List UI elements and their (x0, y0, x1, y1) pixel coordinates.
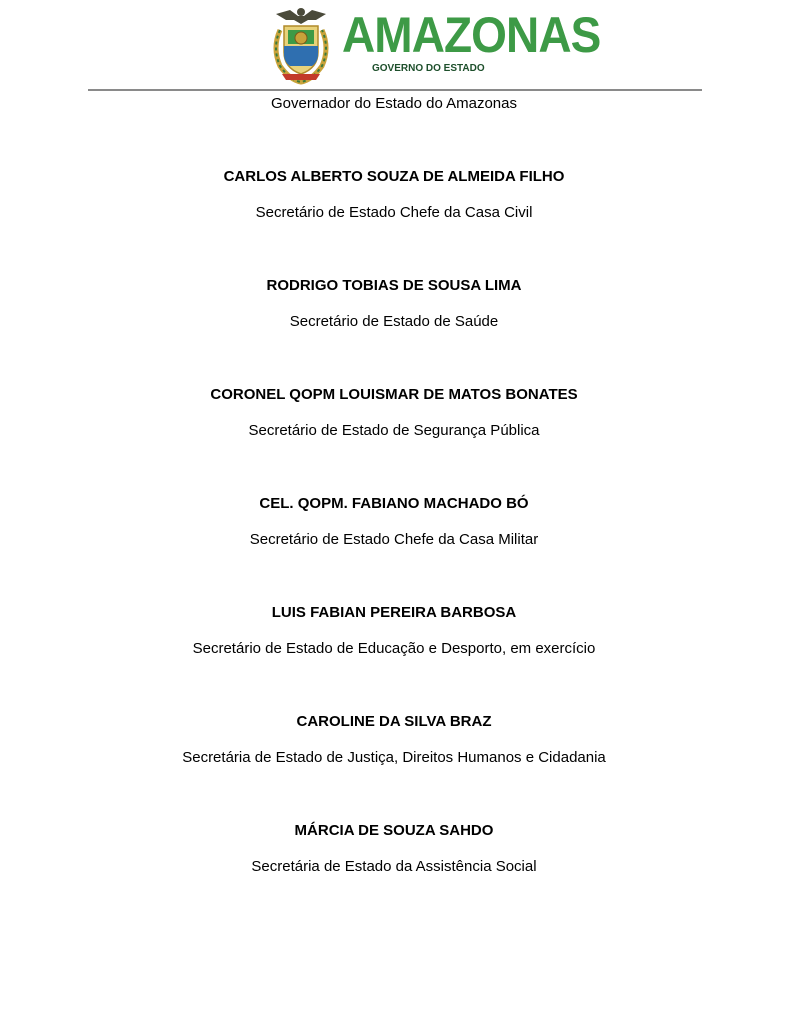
signatory-block (0, 277, 788, 331)
signatory-block (0, 495, 788, 549)
signatory-name: RODRIGO TOBIAS DE SOUSA LIMA (266, 277, 522, 294)
signatory-role: Secretário de Estado de Segurança Pública (248, 422, 540, 439)
signatory-name: CAROLINE DA SILVA BRAZ (296, 713, 492, 730)
signatory-block (0, 822, 788, 876)
signatory-role: Secretário de Estado de Educação e Desporto, em exercício (192, 640, 596, 657)
signatory-name: CARLOS ALBERTO SOUZA DE ALMEIDA FILHO (223, 168, 565, 185)
signatures-list (0, 95, 788, 876)
amazonas-government-logo (268, 2, 601, 86)
signatory-block (0, 386, 788, 440)
logo-title: AMAZONAS (342, 7, 601, 63)
signatory-block (0, 713, 788, 767)
signatory-name: CORONEL QOPM LOUISMAR DE MATOS BONATES (210, 386, 578, 403)
signatory-role: Secretária de Estado da Assistência Social (251, 858, 537, 875)
logo-subtitle: GOVERNO DO ESTADO (372, 63, 485, 74)
signatory-role: Secretário de Estado Chefe da Casa Civil (255, 204, 533, 221)
signatory-role: Secretário de Estado de Saúde (289, 313, 499, 330)
page-header (0, 0, 788, 92)
state-coat-of-arms-icon (268, 2, 334, 86)
signatory-role: Secretário de Estado Chefe da Casa Militar (249, 531, 539, 548)
signatory-name: MÁRCIA DE SOUZA SAHDO (294, 822, 494, 839)
signatory-block (0, 168, 788, 222)
signatory-name: LUIS FABIAN PEREIRA BARBOSA (271, 604, 517, 621)
logo-text (342, 7, 601, 75)
signatory-name: CEL. QOPM. FABIANO MACHADO BÓ (259, 495, 529, 512)
signatory-block (0, 604, 788, 658)
governor-role: Governador do Estado do Amazonas (271, 95, 517, 112)
header-divider (88, 89, 702, 91)
signatory-role: Secretária de Estado de Justiça, Direitos Humanos e Cidadania (182, 749, 606, 766)
